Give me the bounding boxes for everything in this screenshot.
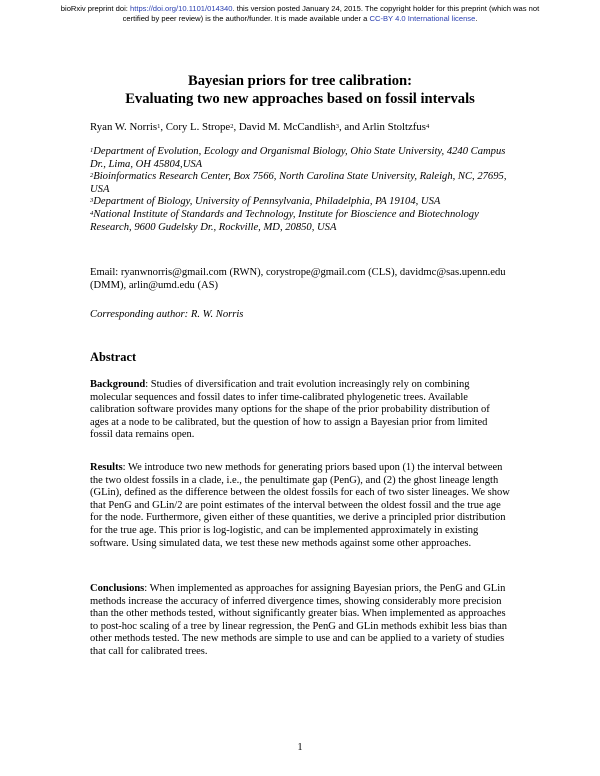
author-name: Arlin Stoltzfus — [362, 121, 426, 133]
doi-link[interactable]: https://doi.org/10.1101/014340 — [130, 4, 233, 13]
preprint-header — [30, 4, 570, 24]
author-separator: , and — [338, 121, 363, 133]
affiliation-marker: 4 — [90, 209, 94, 217]
conclusions-text: : When implemented as approaches for assigning Bayesian priors, the PenG and GLin methods increase the accuracy of inferred divergence times, showing considerably more precision than the other methods tested, without significantly greater bias. When implemented as approaches to post-hoc scaling of a tree by linear regression, the PenG and GLin methods exhibit less bias than other methods tested. The new methods are simple to use and can be applied to a variety of studies that call for calibrated trees. — [90, 583, 507, 657]
affiliation-list — [90, 146, 510, 234]
affiliation-text: Department of Biology, University of Pennsylvania, Philadelphia, PA 19104, USA — [93, 196, 441, 208]
author-name: Ryan W. Norris — [90, 121, 158, 133]
abstract-heading: Abstract — [90, 350, 137, 364]
preprint-header-line-2 — [30, 14, 570, 24]
author-name: Cory L. Strope — [165, 121, 231, 133]
abstract-conclusions — [90, 583, 510, 659]
results-label: Results — [90, 462, 123, 473]
results-text: : We introduce two new methods for generating priors based upon (1) the interval between the two oldest fossils in a clade, i.e., the penultimate gap (PenG), and (2) the ghost lineage length (GLin), defined as the difference between the oldest fossils for each of two sister lineages. We show that PenG and GLin/2 are point estimates of the interval between the oldest fossil and the true age for the node. Furthermore, given either of these quantities, we derive a principled prior distribution for the true age. This prior is log-logistic, and can be implemented approximately in existing software. Using simulated data, we test these new methods against some other approaches. — [90, 462, 510, 549]
preprint-header-line-1 — [30, 4, 570, 14]
title-line-2: Evaluating two new approaches based on fossil intervals — [125, 91, 475, 107]
affiliation-text: National Institute of Standards and Technology, Institute for Bioscience and Biotechnology Research, 9600 Gudelsky Dr., Rockville, MD, 20850, USA — [90, 208, 479, 233]
author-separator: , — [160, 121, 166, 133]
author-affil-marker: 3 — [335, 123, 339, 130]
header-text: certified by peer review) is the author/funder. It is made available under a — [122, 14, 370, 23]
email-list: Email: ryanwnorris@gmail.com (RWN), corystrope@gmail.com (CLS), davidmc@sas.upenn.edu (DMM), arlin@umd.edu (AS) — [90, 267, 506, 291]
author-affil-marker: 4 — [425, 123, 430, 130]
abstract-results — [90, 462, 510, 550]
author-separator: , — [233, 121, 239, 133]
conclusions-label: Conclusions — [90, 583, 145, 594]
abstract-background — [90, 379, 510, 442]
header-text: . this version posted January 24, 2015. The copyright holder for this preprint (which was not — [232, 4, 540, 13]
affiliation-item — [90, 209, 510, 234]
background-text: : Studies of diversification and trait evolution increasingly rely on combining molecular sequences and fossil dates to infer time-calibrated phylogenetic trees. Available calibration software provides many options for the shape of the prior probability distribution of ages at a node to be calibrated, but the question of how to assign a Bayesian prior from limited fossil data remains open. — [90, 379, 490, 441]
title-line-1: Bayesian priors for tree calibration: — [187, 73, 412, 89]
affiliation-text: Department of Evolution, Ecology and Organismal Biology, Ohio State University, 4240 Campus Dr., Lima, OH 45804,USA — [90, 146, 506, 170]
affiliation-marker: 2 — [90, 172, 94, 180]
affiliation-text: Bioinformatics Research Center, Box 7566, North Carolina State University, Raleigh, NC, 27695, USA — [90, 171, 507, 195]
background-label: Background — [90, 379, 146, 390]
affiliation-item — [90, 196, 510, 209]
affiliation-marker: 3 — [90, 197, 94, 205]
license-link[interactable]: CC-BY 4.0 International license — [369, 14, 476, 23]
header-text: . — [475, 14, 478, 23]
header-text: bioRxiv preprint doi: — [60, 4, 131, 13]
corresponding-author: Corresponding author: R. W. Norris — [90, 309, 244, 320]
affiliation-marker: 1 — [90, 147, 94, 154]
author-name: David M. McCandlish — [238, 121, 336, 133]
affiliation-item — [90, 146, 510, 171]
author-affil-marker: 1 — [157, 123, 161, 130]
author-list — [90, 121, 590, 134]
affiliation-item — [90, 171, 510, 196]
author-affil-marker: 2 — [230, 123, 234, 130]
page-number: 1 — [297, 742, 303, 753]
paper-title — [40, 72, 560, 108]
